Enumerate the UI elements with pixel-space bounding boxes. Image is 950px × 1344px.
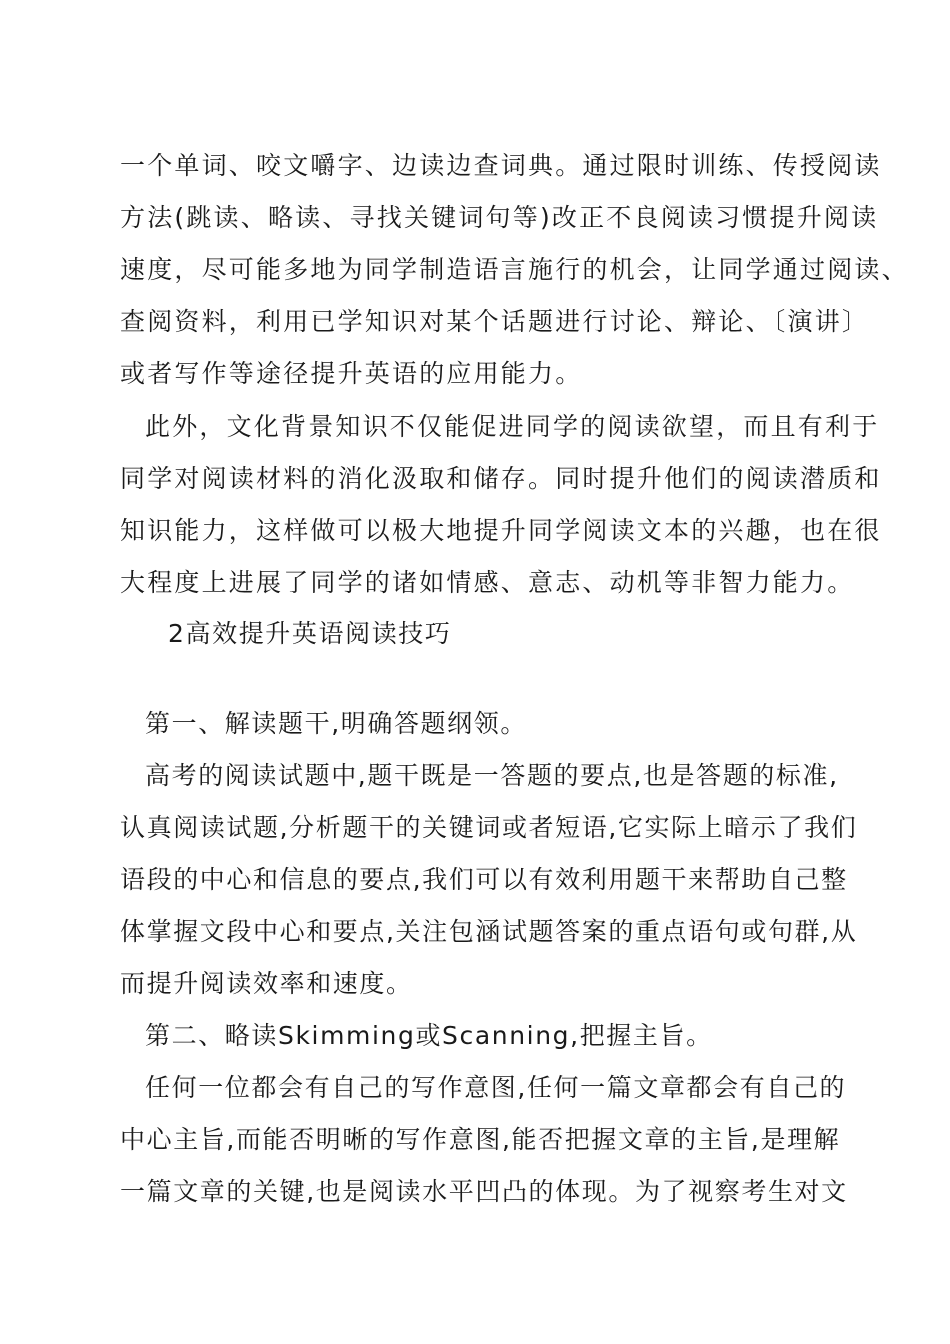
text-line: 或者写作等途径提升英语的应用能力。 bbox=[120, 359, 583, 388]
section-heading: 2高效提升英语阅读技巧 bbox=[168, 619, 452, 648]
text-line: 速度，尽可能多地为同学制造语言施行的机会，让同学通过阅读、 bbox=[120, 255, 909, 284]
text-line: 知识能力，这样做可以极大地提升同学阅读文本的兴趣，也在很 bbox=[120, 516, 882, 545]
text-line: 认真阅读试题,分析题干的关键词或者短语,它实际上暗示了我们 bbox=[120, 813, 858, 842]
text-line: 高考的阅读试题中,题干既是一答题的要点,也是答题的标准, bbox=[145, 761, 839, 790]
text-line: 任何一位都会有自己的写作意图,任何一篇文章都会有自己的 bbox=[145, 1073, 847, 1102]
step-heading: 第一、解读题干,明确答题纲领。 bbox=[145, 709, 527, 738]
text-line: 一个单词、咬文嚼字、边读边查词典。通过限时训练、传授阅读 bbox=[120, 151, 882, 180]
text-line: 语段的中心和信息的要点,我们可以有效利用题干来帮助自己整 bbox=[120, 865, 848, 894]
text-line: 同学对阅读材料的消化汲取和储存。同时提升他们的阅读潜质和 bbox=[120, 464, 882, 493]
text-line: 体掌握文段中心和要点,关注包涵试题答案的重点语句或句群,从 bbox=[120, 917, 858, 946]
text-line: 查阅资料，利用已学知识对某个话题进行讨论、辩论、〔演讲〕 bbox=[120, 307, 870, 336]
text-line: 而提升阅读效率和速度。 bbox=[120, 969, 413, 998]
text-line: 一篇文章的关键,也是阅读水平凹凸的体现。为了视察考生对文 bbox=[120, 1177, 848, 1206]
step-heading: 第二、略读Skimming或Scanning,把握主旨。 bbox=[145, 1021, 713, 1050]
text-line: 中心主旨,而能否明晰的写作意图,能否把握文章的主旨,是理解 bbox=[120, 1125, 841, 1154]
text-line: 大程度上进展了同学的诸如情感、意志、动机等非智力能力。 bbox=[120, 568, 855, 597]
text-line: 此外，文化背景知识不仅能促进同学的阅读欲望，而且有利于 bbox=[145, 412, 880, 441]
text-line: 方法(跳读、略读、寻找关键词句等)改正不良阅读习惯提升阅读 bbox=[120, 203, 879, 232]
